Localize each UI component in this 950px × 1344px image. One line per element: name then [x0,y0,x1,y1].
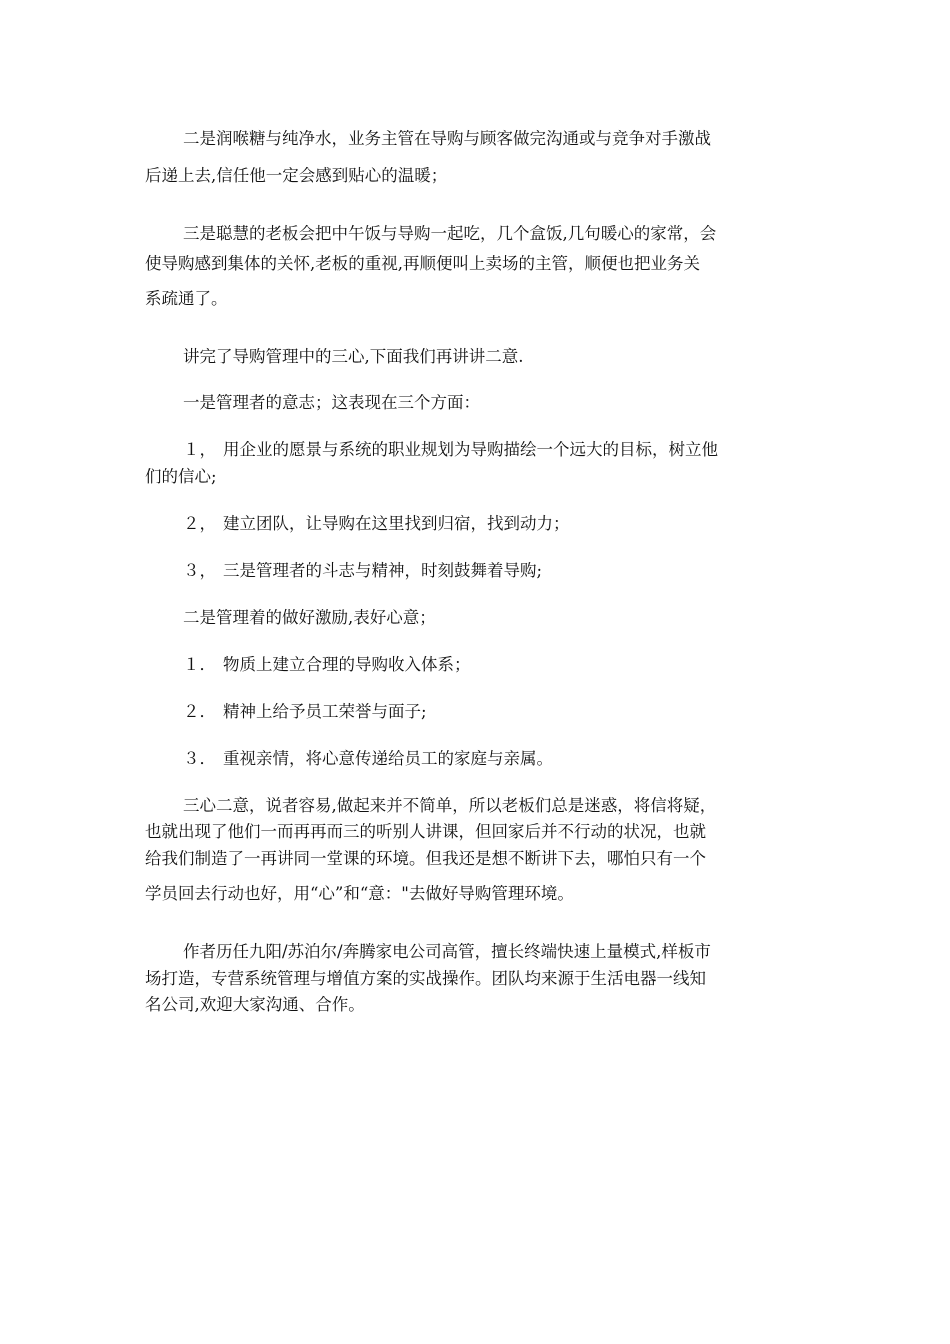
numbered-list-item [183,513,810,535]
paragraph-line: 也就出现了他们一而再再而三的听别人讲课，但回家后并不行动的状况，也就 [145,822,706,841]
paragraph-line: 场打造，专营系统管理与增值方案的实战操作。团队均来源于生活电器一线知 [145,969,706,988]
paragraph-line: 给我们制造了一再讲同一堂课的环境。但我还是想不断讲下去，哪怕只有一个 [145,849,706,868]
paragraph-line: 二是润喉糖与纯净水，业务主管在导购与顾客做完沟通或与竞争对手激战 [183,129,711,148]
paragraph-line: 学员回去行动也好，用“心”和“意："去做好导购管理环境。 [145,884,574,903]
list-text: 建立团队，让导购在这里找到归宿，找到动力； [223,514,570,533]
list-text: 重视亲情，将心意传递给员工的家庭与亲属。 [223,749,553,768]
list-number: ２． [183,702,216,721]
paragraph-line: 使导购感到集体的关怀,老板的重视,再顺便叫上卖场的主管，顺便也把业务关 [145,254,700,273]
list-text: 三是管理者的斗志与精神，时刻鼓舞着导购; [223,561,543,580]
list-text: 物质上建立合理的导购收入体系； [223,655,471,674]
paragraph-line: 作者历任九阳/苏泊尔/奔腾家电公司高管，擅长终端快速上量模式,样板市 [183,942,711,961]
paragraph-line: 讲完了导购管理中的三心,下面我们再讲讲二意. [183,347,524,366]
numbered-list-item [183,560,810,582]
numbered-list-item [183,748,810,770]
list-text: 精神上给予员工荣誉与面子; [223,702,427,721]
list-text: 用企业的愿景与系统的职业规划为导购描绘一个远大的目标，树立他 [223,440,718,459]
paragraph-line: 三心二意，说者容易,做起来并不简单，所以老板们总是迷惑，将信将疑， [183,796,717,815]
list-number: ３． [183,749,216,768]
numbered-list-item [183,701,810,723]
paragraph-line: 一是管理者的意志；这表现在三个方面： [183,393,480,412]
list-number: １， [183,440,216,459]
numbered-list-item [183,439,810,461]
numbered-list-item [183,654,810,676]
paragraph-line: 们的信心; [145,467,217,486]
list-number: ３， [183,561,216,580]
paragraph-line: 名公司,欢迎大家沟通、合作。 [145,995,365,1014]
paragraph-line: 二是管理着的做好激励,表好心意； [183,608,436,627]
paragraph-line: 系疏通了。 [145,289,228,308]
list-number: １． [183,655,216,674]
paragraph-line: 三是聪慧的老板会把中午饭与导购一起吃，几个盒饭,几句暖心的家常，会 [183,224,717,243]
paragraph-line: 后递上去,信任他一定会感到贴心的温暖； [145,166,448,185]
list-number: ２， [183,514,216,533]
